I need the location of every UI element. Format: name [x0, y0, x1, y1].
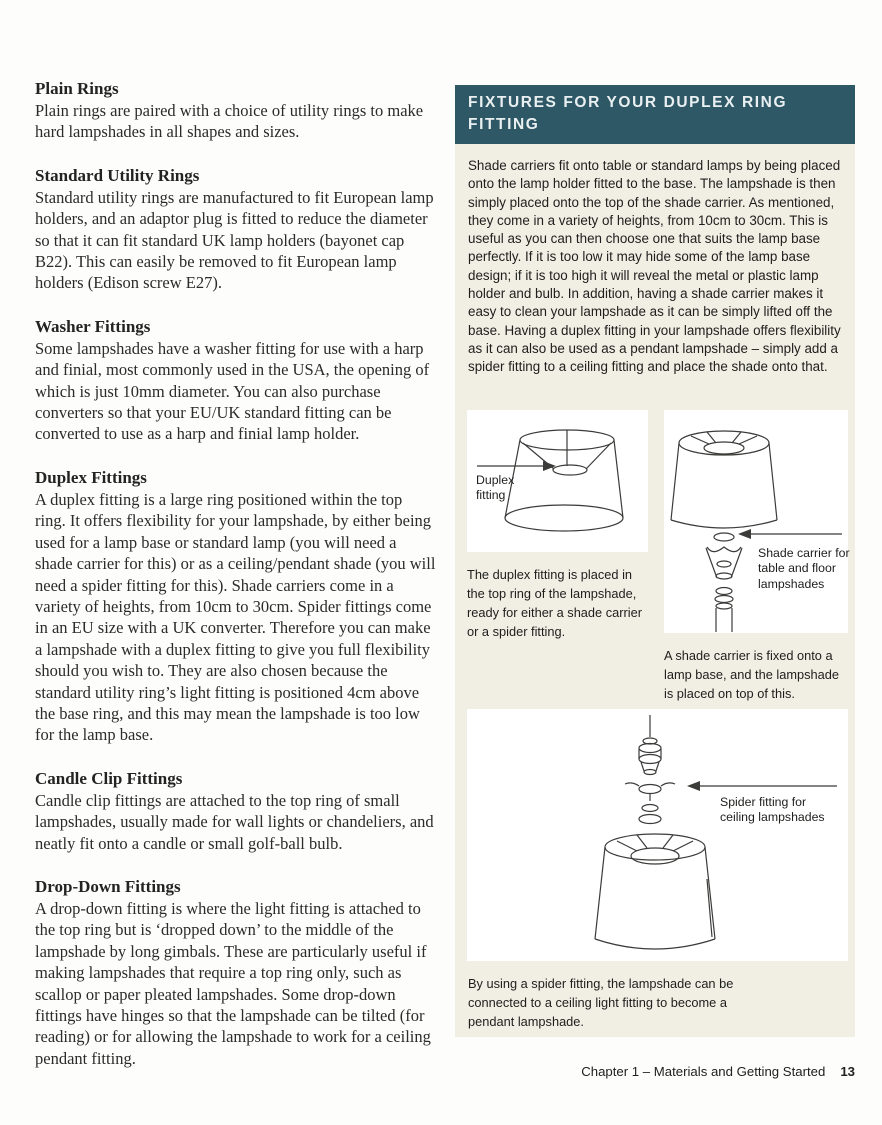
section-body: Candle clip fittings are attached to the top ring of small lampshades, usually made for wall lights or chandeliers, and neatly fit onto a candle or small golf-ball bulb. — [35, 790, 434, 853]
section-heading: Washer Fittings — [35, 316, 151, 336]
sidebar-title: FIXTURES FOR YOUR DUPLEX RING FITTING — [455, 85, 855, 144]
arrow-icon — [738, 529, 842, 539]
arrow-icon — [477, 461, 556, 471]
section-body: Some lampshades have a washer fitting for use with a harp and finial, most commonly used in the USA, the opening of which is just 10mm diameter. You can also purchase converters so that your EU/UK standard fitting can be converted to use as a harp and finial lamp holder. — [35, 338, 430, 444]
section-heading: Candle Clip Fittings — [35, 768, 183, 788]
section-heading: Drop-Down Fittings — [35, 876, 181, 896]
section-heading: Plain Rings — [35, 79, 119, 98]
page-footer — [581, 1064, 855, 1079]
section-body: A duplex fitting is a large ring positioned within the top ring. It offers flexibility for your lampshade, by either being used for a lamp base or standard lamp (you will need a shade carrier for this) or as a ceiling/pendant shade (you will need a spider fitting for this). Shade carriers come in a variety of heights, from 10cm to 30cm. Spider fittings come in an EU size with a UK converter. Therefore you can make a lampshade with a duplex fitting to give you full flexibility should you wish to. They are also chosen because the standard utility ring’s light fitting is positioned 4cm above the base ring, and this may mean the lampshade is too low for the lamp base. — [35, 489, 436, 745]
section-candle-clip-fittings — [35, 768, 436, 854]
figure-row — [455, 410, 855, 703]
shade-carrier-diagram — [664, 410, 848, 633]
duplex-fitting-caption: The duplex fitting is placed in the top ring of the lampshade, ready for either a shade carrier or a spider fitting. — [467, 566, 642, 639]
spider-fitting-label: Spider fitting for ceiling lampshades — [720, 794, 825, 825]
section-drop-down-fittings — [35, 876, 436, 1069]
arrow-icon — [687, 781, 837, 791]
shade-carrier-diagram-box — [664, 410, 848, 633]
section-body: Plain rings are paired with a choice of utility rings to make hard lampshades in all shapes and sizes. — [35, 101, 424, 142]
shade-carrier-caption: A shade carrier is fixed onto a lamp base, and the lampshade is placed on top of this. — [664, 647, 840, 701]
section-heading: Duplex Fittings — [35, 467, 147, 487]
spider-fitting-diagram-box — [467, 709, 848, 961]
figure-duplex-fitting — [467, 410, 648, 703]
spider-fitting-diagram — [467, 709, 848, 961]
duplex-fitting-label: Duplex fitting — [476, 472, 515, 503]
section-body: A drop-down fitting is where the light fitting is attached to the top ring but is ‘dropped down’ to the middle of the lampshade by long gimbals. These are particularly useful if making lampshades that require a top ring only, such as scallop or paper pleated lampshades. Some drop-down fittings have hinges so that the lampshade can be tilted (for reading) or for allowing the lampshade to work for a ceiling pendant fitting. — [35, 898, 431, 1068]
spider-fitting-caption: By using a spider fitting, the lampshade can be connected to a ceiling light fitting to become a pendant lampshade. — [468, 975, 734, 1029]
section-duplex-fittings — [35, 467, 436, 746]
sidebar-panel — [455, 85, 855, 1037]
left-text-column — [35, 78, 436, 1069]
footer-chapter-text: Chapter 1 – Materials and Getting Started — [581, 1064, 826, 1079]
section-standard-utility-rings — [35, 165, 436, 294]
duplex-fitting-diagram-box — [467, 410, 648, 552]
section-plain-rings — [35, 78, 436, 143]
figure-shade-carrier — [664, 410, 848, 703]
shade-carrier-label: Shade carrier for table and floor lampshades — [758, 545, 850, 591]
section-body: Standard utility rings are manufactured to fit European lamp holders, and an adaptor plug is fitted to reduce the diameter so that it can fit standard UK lamp holders (bayonet cap B22). This can easily be removed to fit European lamp holders (Edison screw E27). — [35, 187, 434, 293]
sidebar-intro-text: Shade carriers fit onto table or standard lamps by being placed onto the lamp holder fitted to the base. The lampshade is then simply placed onto the top of the shade carrier. As mentioned, they come in a variety of heights, from 10cm to 30cm. This is useful as you can then choose one that suits the lamp base perfectly. If it is too low it may hide some of the lamp base design; if it is too high it will reveal the metal or plastic lamp holder and bulb. In addition, having a shade carrier makes it easy to clean your lampshade as it can be simply lifted off the base. Having a duplex fitting in your lampshade offers flexibility as it can also be used as a pendant lampshade – simply add a spider fitting to a ceiling fitting and place the shade onto that. — [468, 158, 841, 375]
section-washer-fittings — [35, 316, 436, 445]
section-heading: Standard Utility Rings — [35, 165, 200, 185]
footer-page-number: 13 — [840, 1064, 855, 1079]
